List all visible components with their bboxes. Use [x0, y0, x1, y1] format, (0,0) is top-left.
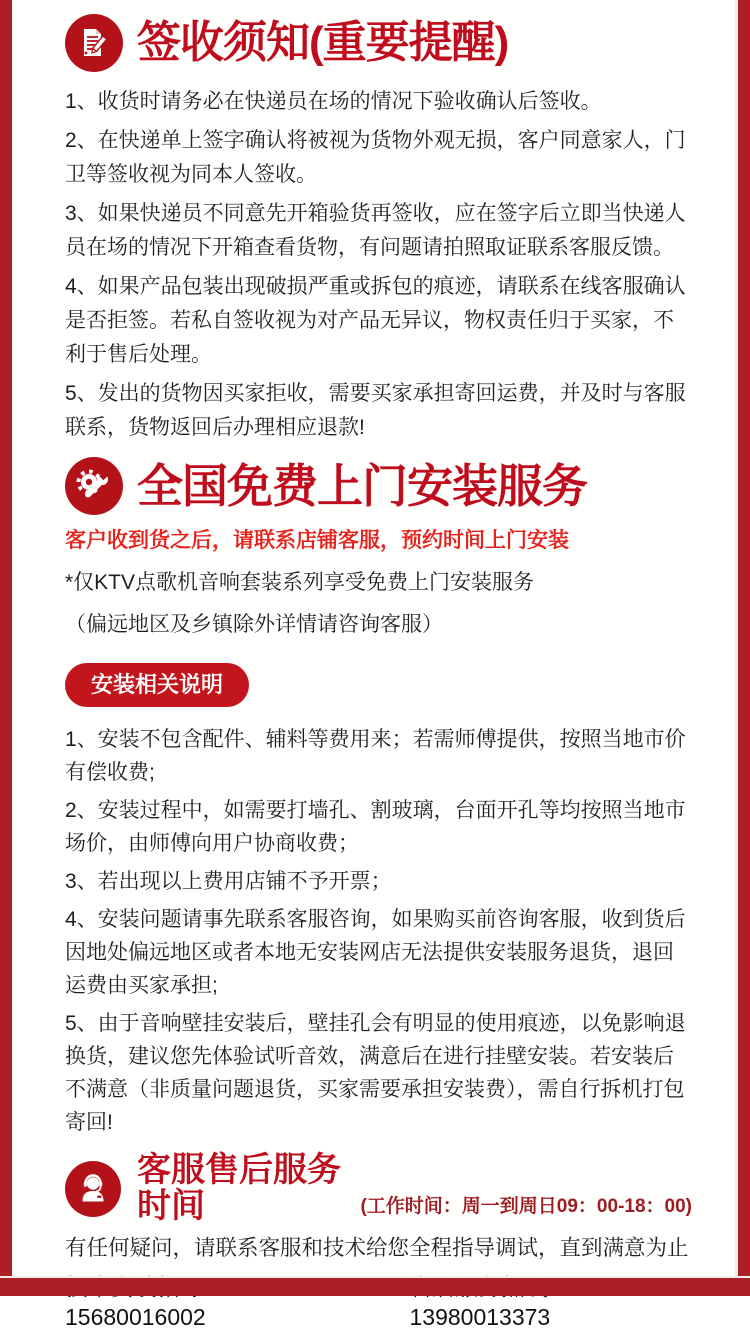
- headset-agent-icon: [65, 1161, 121, 1217]
- service-hours: (工作时间：周一到周日09：00-18：00): [360, 1196, 692, 1218]
- install-item-5: 5、由于音响壁挂安装后，壁挂孔会有明显的使用痕迹，以免影响退换货，建议您先体验试听音效，满意后在进行挂壁安装。若安装后不满意（非质量问题退货，买家需要承担安装费），需自行拆机打包寄回!: [65, 1012, 686, 1134]
- install-item-1: 1、安装不包含配件、辅料等费用来；若需师傅提供，按照当地市价有偿收费;: [65, 728, 686, 784]
- tech-phone-number: 15680016002: [65, 1304, 206, 1331]
- content-area: [12, 0, 738, 1331]
- install-list: [65, 723, 692, 1139]
- right-red-border: [738, 0, 750, 1296]
- notice-item-2: 2、在快递单上签字确认将被视为货物外观无损，客户同意家人，门卫等签收视为同本人签收。: [65, 129, 686, 186]
- notice-list: [65, 85, 692, 445]
- install-badge: 安装相关说明: [65, 663, 249, 707]
- bottom-red-bar: [0, 1278, 750, 1296]
- notice-header: [65, 14, 692, 72]
- service-header: [65, 1153, 692, 1224]
- service-title: 客服售后服务时间: [137, 1151, 341, 1225]
- notice-item-3: 3、如果快递员不同意先开箱验货再签收，应在签字后立即当快递人员在场的情况下开箱查看货物，有问题请拍照取证联系客服反馈。: [65, 202, 686, 259]
- install-note-2: （偏远地区及乡镇除外详情请咨询客服）: [65, 613, 443, 636]
- install-item-4: 4、安装问题请事先联系客服咨询，如果购买前咨询客服，收到货后因地处偏远地区或者本地无安装网店无法提供安装服务退货，退回运费由买家承担;: [65, 908, 686, 997]
- left-red-border: [0, 0, 12, 1296]
- gear-wrench-icon: [65, 457, 123, 515]
- install-header: [65, 457, 692, 515]
- notice-title: 签收须知(重要提醒): [137, 17, 509, 67]
- notice-item-1: 1、收货时请务必在快递员在场的情况下验收确认后签收。: [65, 90, 602, 113]
- service-line: 有任何疑问，请联系客服和技术给您全程指导调试，直到满意为止: [65, 1236, 689, 1261]
- install-note-1: *仅KTV点歌机音响套装系列享受免费上门安装服务: [65, 571, 535, 594]
- document-pen-icon: [65, 14, 123, 72]
- notice-item-5: 5、发出的货物因买家拒收，需要买家承担寄回运费，并及时与客服联系，货物返回后办理相应退款!: [65, 382, 686, 439]
- install-item-2: 2、安装过程中，如需要打墙孔、割玻璃，台面开孔等均按照当地市场价，由师傅向用户协商收费；: [65, 799, 686, 855]
- notice-item-4: 4、如果产品包装出现破损严重或拆包的痕迹，请联系在线客服确认是否拒签。若私自签收视为对产品无异议，物权责任归于买家，不利于售后处理。: [65, 275, 686, 366]
- install-item-3: 3、若出现以上费用店铺不予开票；: [65, 870, 392, 893]
- install-title: 全国免费上门安装服务: [137, 459, 587, 512]
- install-highlight: 客户收到货之后，请联系店铺客服，预约时间上门安装: [65, 529, 569, 552]
- hotline-phone-number: 13980013373: [409, 1304, 551, 1331]
